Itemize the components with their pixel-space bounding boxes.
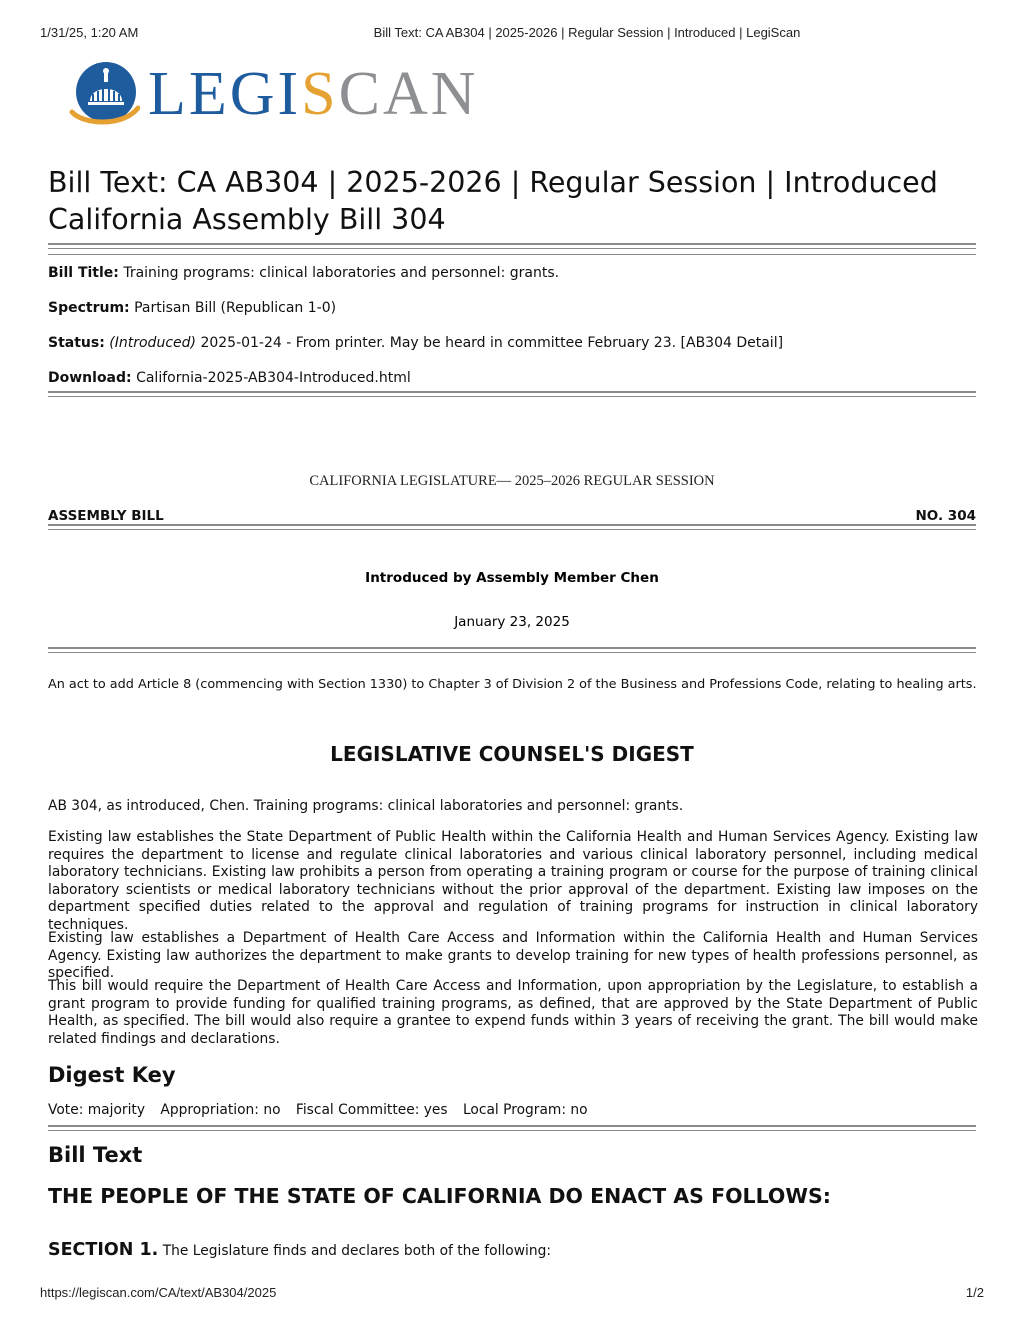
digest-heading: LEGISLATIVE COUNSEL'S DIGEST <box>330 742 694 766</box>
info-divider <box>48 391 976 397</box>
enacting-clause: THE PEOPLE OF THE STATE OF CALIFORNIA DO ENACT AS FOLLOWS: <box>48 1184 831 1208</box>
download-link[interactable]: California-2025-AB304-Introduced.html <box>136 370 411 386</box>
digest-p2: Existing law establishes the State Department of Public Health within the California Health and Human Services Agency. Existing law requires the department to license and regulate clinical laboratories and various clinical laboratory personnel, including medical laboratory technicians. Existing law prohibits a person from operating a training program or course for the purpose of training clinical laboratory scientists or medical laboratory technicians without the prior approval of the department. Existing law imposes on the department specified duties related to the approval and regulation of training programs for instruction in clinical laboratory techniques. <box>48 829 978 933</box>
digest-p1: AB 304, as introduced, Chen. Training programs: clinical laboratories and personnel: grants. <box>48 798 684 814</box>
digest-key-local: Local Program: no <box>462 1102 588 1118</box>
section-1 <box>48 1240 551 1260</box>
act-summary: An act to add Article 8 (commencing with Section 1330) to Chapter 3 of Division 2 of the Business and Professions Code, relating to healing arts. <box>48 677 977 692</box>
digest-key-appropriation: Appropriation: no <box>160 1102 281 1118</box>
title-divider-2 <box>48 254 976 255</box>
page-title-line2: California Assembly Bill 304 <box>48 203 446 236</box>
digest-p4: This bill would require the Department of Health Care Access and Information, upon appropriation by the Legislature, to establish a grant program to provide funding for qualified training programs, as defined, that are approved by the State Department of Public Health, as specified. The bill would also require a grantee to expend funds within 3 years of receiving the grant. The bill would make related findings and declarations. <box>48 978 978 1047</box>
digest-key-vote: Vote: majority <box>48 1102 145 1118</box>
section-1-text: The Legislature finds and declares both of the following: <box>162 1243 551 1259</box>
bill-text-heading: Bill Text <box>48 1143 143 1167</box>
bill-header-divider <box>48 524 976 530</box>
download-row <box>48 370 411 386</box>
print-page-number: 1/2 <box>965 1285 984 1300</box>
spectrum-label: Spectrum: <box>48 300 130 316</box>
bill-title-value: Training programs: clinical laboratories and personnel: grants. <box>123 265 560 281</box>
bill-type: ASSEMBLY BILL <box>48 508 164 524</box>
bill-number: NO. 304 <box>915 508 976 524</box>
print-datetime: 1/31/25, 1:20 AM <box>40 25 139 40</box>
digest-key-heading: Digest Key <box>48 1063 176 1087</box>
title-divider <box>48 243 976 249</box>
print-url: https://legiscan.com/CA/text/AB304/2025 <box>40 1285 277 1300</box>
status-stage: (Introduced) <box>109 335 196 351</box>
bill-title-row <box>48 265 559 281</box>
bill-detail-link[interactable]: [AB304 Detail] <box>680 335 784 351</box>
session-heading: CALIFORNIA LEGISLATURE— 2025–2026 REGULAR SESSION <box>309 473 715 489</box>
introduced-by: Introduced by Assembly Member Chen <box>365 570 659 586</box>
digest-key-divider <box>48 1125 976 1131</box>
digest-key-fiscal: Fiscal Committee: yes <box>295 1102 448 1118</box>
capitol-dome-icon <box>68 58 140 130</box>
legiscan-logo[interactable] <box>68 58 479 130</box>
bill-date: January 23, 2025 <box>454 614 570 630</box>
spectrum-row <box>48 300 336 316</box>
download-label: Download: <box>48 370 132 386</box>
logo-text-legi: LEGI <box>148 60 302 128</box>
print-page-title: Bill Text: CA AB304 | 2025-2026 | Regular Session | Introduced | LegiScan <box>373 25 801 40</box>
digest-p3: Existing law establishes a Department of Health Care Access and Information within the California Health and Human Services Agency. Existing law authorizes the department to make grants to develop training for new types of health professions personnel, as specified. <box>48 930 978 981</box>
section-1-label: SECTION 1. <box>48 1240 159 1260</box>
digest-key-values <box>48 1102 599 1118</box>
spectrum-value: Partisan Bill (Republican 1-0) <box>134 300 337 316</box>
page-title-line1: Bill Text: CA AB304 | 2025-2026 | Regular Session | Introduced <box>48 166 938 199</box>
status-row <box>48 335 783 351</box>
logo-text-can: CAN <box>338 60 479 128</box>
status-value: 2025-01-24 - From printer. May be heard in committee February 23. <box>200 335 677 351</box>
status-label: Status: <box>48 335 105 351</box>
date-divider <box>48 647 976 653</box>
logo-text-s: S <box>301 60 339 128</box>
logo-wordmark <box>148 58 479 130</box>
bill-title-label: Bill Title: <box>48 265 119 281</box>
page-title <box>48 164 976 238</box>
